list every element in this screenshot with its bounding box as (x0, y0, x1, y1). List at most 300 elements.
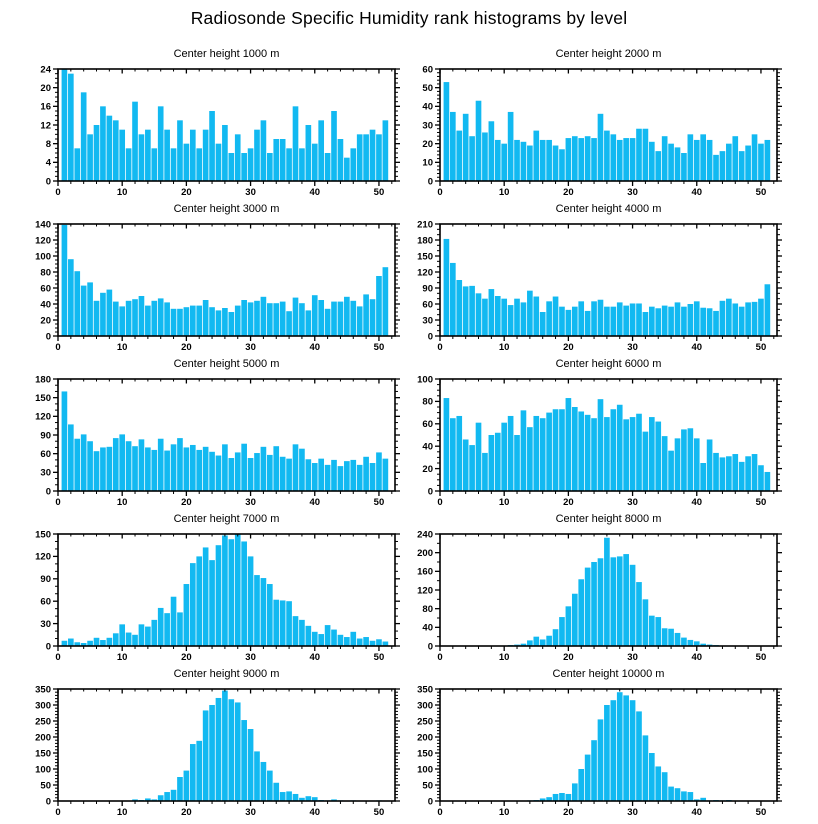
bar (164, 451, 170, 491)
bar (572, 307, 578, 336)
bar (248, 556, 254, 646)
bar (566, 398, 572, 491)
x-tick-label: 40 (309, 652, 321, 663)
bar (527, 427, 533, 491)
y-tick-label: 120 (417, 267, 433, 279)
y-tick-label: 120 (35, 235, 51, 247)
bar (758, 299, 764, 336)
bar (280, 302, 286, 336)
bar (745, 456, 751, 491)
bar (254, 130, 260, 181)
bar (610, 134, 616, 181)
bar (456, 131, 462, 181)
bar (495, 433, 501, 491)
bar (643, 432, 649, 491)
bar (732, 303, 738, 336)
bar (578, 769, 584, 801)
y-tick-label: 30 (40, 618, 51, 630)
bar (184, 771, 190, 801)
bar (107, 638, 113, 646)
bar (617, 302, 623, 336)
bar (675, 633, 681, 646)
x-tick-label: 40 (309, 497, 321, 508)
y-tick-label: 160 (417, 566, 433, 578)
bar (540, 312, 546, 336)
y-tick-label: 90 (40, 574, 51, 586)
bar (261, 297, 267, 336)
bar (444, 239, 450, 336)
y-tick-label: 16 (40, 101, 51, 113)
bar (559, 617, 565, 646)
x-tick-label: 20 (563, 342, 574, 353)
bar (572, 783, 578, 801)
bar (306, 626, 312, 646)
histogram-panel-3000m (0, 201, 409, 356)
bar (87, 134, 93, 181)
bar (139, 296, 145, 336)
bar (299, 148, 305, 181)
bar (495, 140, 501, 181)
bar (553, 297, 559, 336)
bar (623, 695, 629, 801)
bar (469, 286, 475, 336)
histogram-panel-5000m (0, 356, 409, 511)
x-tick-label: 10 (498, 652, 510, 663)
bar (559, 409, 565, 491)
bar (113, 120, 119, 181)
bar (598, 114, 604, 181)
bar (119, 434, 125, 491)
bar (713, 155, 719, 181)
subplot-title-2000m: Center height 2000 m (555, 48, 662, 60)
histogram-plot-2000m (409, 46, 818, 201)
histogram-panel-9000m (0, 666, 409, 821)
bar (598, 399, 604, 491)
x-tick-label: 40 (691, 652, 703, 663)
bar (94, 638, 100, 646)
bar (74, 148, 80, 181)
bar (145, 130, 151, 181)
x-tick-label: 10 (498, 187, 510, 198)
bar (752, 454, 758, 491)
subplot-title-6000m: Center height 6000 m (555, 358, 662, 370)
bar (655, 308, 661, 336)
bar (636, 129, 642, 181)
bar (694, 301, 700, 336)
bar (222, 535, 228, 646)
subplot-title-8000m: Center height 8000 m (555, 513, 662, 525)
bar (578, 411, 584, 491)
y-tick-label: 120 (417, 585, 433, 597)
bar (508, 416, 514, 491)
bar (325, 309, 331, 336)
subplot-title-3000m: Center height 3000 m (173, 203, 280, 215)
histogram-plot-7000m (0, 511, 409, 666)
x-tick-label: 0 (55, 652, 61, 663)
y-tick-label: 250 (35, 716, 51, 728)
bar (591, 418, 597, 491)
x-tick-label: 10 (116, 652, 128, 663)
bar (604, 131, 610, 181)
bar (598, 719, 604, 801)
bar (254, 453, 260, 491)
bar (267, 153, 273, 181)
y-tick-label: 90 (40, 430, 51, 442)
bar (469, 136, 475, 181)
bar (553, 146, 559, 181)
bar (209, 452, 215, 491)
bar (675, 147, 681, 181)
y-tick-label: 150 (417, 251, 433, 263)
bar (591, 301, 597, 336)
histogram-panel-2000m (409, 46, 818, 201)
bar (546, 413, 552, 491)
y-tick-label: 0 (45, 796, 51, 808)
bar (119, 306, 125, 336)
bar (623, 554, 629, 646)
bar (450, 418, 456, 491)
bar (514, 299, 520, 336)
bar (107, 290, 113, 336)
bar (145, 306, 151, 336)
bar (280, 600, 286, 646)
bar (177, 612, 183, 646)
y-tick-label: 200 (417, 547, 433, 559)
bar (604, 307, 610, 336)
bar (566, 310, 572, 336)
bar (578, 579, 584, 646)
bar (739, 151, 745, 181)
bar (508, 305, 514, 336)
bar (209, 111, 215, 181)
x-tick-label: 40 (691, 497, 703, 508)
bar (267, 771, 273, 801)
x-tick-label: 50 (373, 497, 385, 508)
bar (293, 106, 299, 181)
bar (267, 584, 273, 646)
bar (591, 740, 597, 801)
bar (566, 794, 572, 801)
panel-grid (0, 46, 818, 821)
bar (540, 140, 546, 181)
bar (228, 699, 234, 801)
bar (617, 692, 623, 801)
y-tick-label: 150 (417, 748, 433, 760)
bar (126, 301, 132, 336)
bar (228, 153, 234, 181)
bar (273, 303, 279, 336)
figure-title: Radiosonde Specific Humidity rank histograms by level (190, 8, 628, 28)
x-tick-label: 40 (309, 342, 321, 353)
bar (758, 465, 764, 491)
bar (383, 267, 389, 336)
y-tick-label: 40 (422, 441, 433, 453)
y-tick-label: 150 (35, 748, 51, 760)
bar (132, 446, 138, 491)
bar (241, 720, 247, 801)
bar (184, 144, 190, 181)
bar (598, 300, 604, 336)
bar (184, 307, 190, 336)
y-tick-label: 150 (35, 392, 51, 404)
bar (720, 301, 726, 336)
bar (203, 300, 209, 336)
bar (363, 134, 369, 181)
bar (726, 299, 732, 336)
x-tick-label: 20 (181, 497, 192, 508)
bar (318, 300, 324, 336)
bar (216, 310, 222, 336)
bar (196, 741, 202, 801)
bar (745, 302, 751, 336)
x-tick-label: 10 (498, 342, 510, 353)
bar (145, 447, 151, 491)
x-tick-label: 30 (245, 187, 256, 198)
y-tick-label: 100 (35, 251, 51, 263)
bar (286, 791, 292, 801)
bar (74, 439, 80, 491)
y-tick-label: 40 (40, 299, 51, 311)
histogram-plot-6000m (409, 356, 818, 511)
y-tick-label: 24 (40, 64, 51, 76)
bar (572, 594, 578, 646)
bar (489, 289, 495, 336)
bar (675, 788, 681, 801)
bar (649, 616, 655, 646)
bar (241, 444, 247, 491)
bar (456, 416, 462, 491)
bar (241, 153, 247, 181)
x-tick-label: 50 (755, 807, 767, 818)
y-tick-label: 40 (422, 101, 433, 113)
bar (649, 417, 655, 491)
bar (273, 446, 279, 491)
histogram-panel-8000m (409, 511, 818, 666)
bar (74, 271, 80, 336)
y-tick-label: 4 (45, 157, 51, 169)
y-tick-label: 60 (40, 283, 51, 295)
bar (482, 453, 488, 491)
y-tick-label: 0 (45, 331, 51, 343)
bar (376, 276, 382, 336)
bar (312, 295, 318, 336)
bar (177, 120, 183, 181)
x-tick-label: 20 (181, 342, 192, 353)
bar (668, 451, 674, 491)
bar (553, 409, 559, 491)
bar (604, 538, 610, 646)
x-tick-label: 20 (563, 807, 574, 818)
y-tick-label: 0 (427, 331, 433, 343)
bar (566, 606, 572, 646)
x-tick-label: 0 (55, 807, 61, 818)
subplot-title-4000m: Center height 4000 m (555, 203, 662, 215)
bar (228, 539, 234, 646)
bar (370, 299, 376, 336)
bar (501, 144, 507, 181)
x-tick-label: 0 (437, 187, 443, 198)
bar (476, 293, 482, 336)
x-tick-label: 30 (245, 497, 256, 508)
bar (559, 149, 565, 181)
x-tick-label: 0 (437, 807, 443, 818)
bar (463, 114, 469, 181)
bar (610, 307, 616, 336)
bar (177, 777, 183, 801)
bar (261, 762, 267, 801)
subplot-title-9000m: Center height 9000 m (173, 668, 280, 680)
y-tick-label: 80 (422, 396, 433, 408)
bar (363, 457, 369, 491)
bar (254, 575, 260, 646)
bar (171, 309, 177, 336)
bar (643, 735, 649, 801)
bar (81, 286, 87, 336)
bar (610, 409, 616, 491)
bar (126, 633, 132, 646)
bar (630, 138, 636, 181)
bar (119, 624, 125, 646)
bar (68, 74, 74, 181)
bar (216, 456, 222, 491)
x-tick-label: 20 (181, 807, 192, 818)
x-tick-label: 40 (691, 807, 703, 818)
bar (617, 405, 623, 491)
bar (171, 444, 177, 491)
bar (688, 134, 694, 181)
bar (216, 144, 222, 181)
bar (248, 458, 254, 491)
bar (649, 753, 655, 801)
bar (752, 302, 758, 336)
bar (370, 130, 376, 181)
x-tick-label: 30 (245, 807, 256, 818)
bar (100, 640, 106, 646)
bar (623, 138, 629, 181)
bar (585, 755, 591, 801)
bar (476, 423, 482, 491)
bar (280, 792, 286, 801)
bar (151, 301, 157, 336)
bar (261, 447, 267, 491)
bar (450, 263, 456, 336)
bar (190, 445, 196, 491)
bar (222, 444, 228, 491)
bar (357, 465, 363, 491)
subplot-title-10000m: Center height 10000 m (552, 668, 665, 680)
bar (668, 629, 674, 646)
bar (501, 299, 507, 336)
y-tick-label: 12 (40, 120, 51, 132)
y-tick-label: 180 (35, 374, 51, 386)
bar (476, 101, 482, 181)
bar (228, 312, 234, 336)
bar (132, 635, 138, 646)
bar (280, 139, 286, 181)
bar (688, 640, 694, 646)
y-tick-label: 50 (40, 780, 51, 792)
bar (145, 627, 151, 646)
bar (630, 565, 636, 646)
bar (585, 568, 591, 646)
bar (713, 453, 719, 491)
bar (649, 142, 655, 181)
bar (643, 312, 649, 336)
bar (610, 700, 616, 801)
bar (248, 148, 254, 181)
bar (216, 698, 222, 801)
y-tick-label: 150 (35, 529, 51, 541)
bar (338, 635, 344, 646)
bar (248, 729, 254, 801)
bar (681, 429, 687, 491)
x-tick-label: 50 (755, 187, 767, 198)
bar (228, 458, 234, 491)
bar (151, 620, 157, 646)
bar (306, 459, 312, 491)
bar (280, 457, 286, 491)
bar (203, 547, 209, 646)
bar (376, 452, 382, 491)
bar (209, 560, 215, 646)
bar (585, 415, 591, 491)
bar (222, 308, 228, 336)
bar (350, 460, 356, 491)
x-tick-label: 20 (563, 187, 574, 198)
bar (261, 120, 267, 181)
bar (681, 791, 687, 801)
bar (132, 102, 138, 181)
histogram-panel-6000m (409, 356, 818, 511)
bar (254, 301, 260, 336)
y-tick-label: 80 (40, 267, 51, 279)
bar (694, 438, 700, 491)
x-tick-label: 0 (437, 652, 443, 663)
bar (688, 428, 694, 491)
bar (293, 794, 299, 801)
y-tick-label: 350 (417, 684, 433, 696)
x-tick-label: 50 (755, 652, 767, 663)
bar (248, 302, 254, 336)
bar (222, 125, 228, 181)
bar (62, 225, 68, 336)
bar (559, 793, 565, 801)
bar (572, 136, 578, 181)
bar (655, 151, 661, 181)
x-tick-label: 50 (755, 497, 767, 508)
bar (293, 298, 299, 336)
bar (306, 125, 312, 181)
bar (190, 306, 196, 336)
bar (675, 302, 681, 336)
x-tick-label: 30 (245, 652, 256, 663)
x-tick-label: 40 (691, 342, 703, 353)
bar (578, 138, 584, 181)
histogram-plot-4000m (409, 201, 818, 356)
bar (489, 121, 495, 181)
bar (383, 120, 389, 181)
bar (604, 417, 610, 491)
bar (209, 307, 215, 336)
bar (286, 459, 292, 491)
bar (184, 447, 190, 491)
y-tick-label: 250 (417, 716, 433, 728)
bar (591, 138, 597, 181)
bar (533, 297, 539, 336)
bar (623, 306, 629, 336)
x-tick-label: 10 (116, 807, 128, 818)
bar (299, 449, 305, 491)
